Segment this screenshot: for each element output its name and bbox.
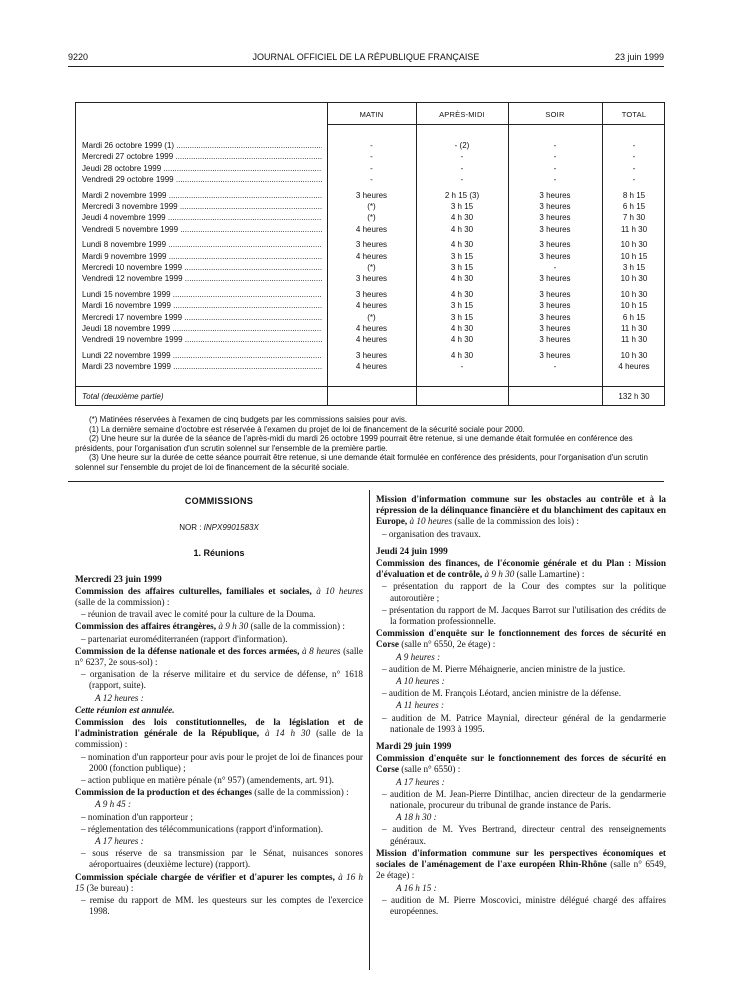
time-slot: A 12 heures : — [95, 692, 144, 703]
row-date: Vendredi 29 octobre 1999 ..... — [82, 175, 322, 184]
row-date: Mercredi 17 novembre 1999 ..... — [82, 313, 322, 322]
table-cell: 4 h 30 — [450, 274, 474, 284]
agenda-item: – présentation du rapport de M. Jacques Barrot sur l'utilisation des crédits de la formation professionnelle. — [382, 604, 666, 627]
table-row — [76, 290, 666, 301]
meeting-entry: Mission d'information commune sur les perspectives économiques et sociales de l'aménagement de l'axe européen Rhin-Rhône (salle n° 6549, 2e étage) : — [376, 847, 666, 881]
page-header — [68, 52, 664, 66]
table-cell: (*) — [367, 312, 376, 322]
table-row — [76, 213, 666, 224]
agenda-item: – réglementation des télécommunications (rapport d'information). — [81, 823, 323, 834]
table-cell: 3 heures — [539, 350, 571, 360]
table-row — [76, 202, 666, 213]
table-cell: - — [370, 152, 373, 162]
table-row — [76, 152, 666, 163]
time-slot: A 9 h 45 : — [95, 799, 132, 810]
meeting-entry: Commission de la défense nationale et des forces armées, à 8 heures (salle n° 6237, 2e sous-sol) : — [75, 645, 364, 668]
meeting-entry: Mission d'information commune sur les obstacles au contrôle et à la répression de la délinquance financière et du blanchiment des capitaux en Europe, à 10 heures (salle de la commission des lois) : — [376, 494, 666, 527]
table-cell: - — [553, 362, 557, 372]
table-cell: 3 heures — [539, 289, 571, 299]
day-heading: Mardi 29 juin 1999 — [376, 741, 452, 752]
table-cell: 3 h 15 — [622, 263, 646, 272]
table-cell: 6 h 15 — [622, 202, 646, 211]
table-cell: - — [370, 141, 373, 150]
right-column — [376, 494, 666, 918]
table-cell: 11 h 30 — [620, 335, 648, 345]
day-heading: Jeudi 24 juin 1999 — [376, 545, 448, 556]
time-slot: A 17 heures : — [95, 836, 144, 847]
row-date: Vendredi 19 novembre 1999 ..... — [82, 335, 322, 344]
col-header-apres-midi: APRÈS-MIDI — [439, 110, 485, 119]
meeting-entry: Commission des lois constitutionnelles, de la législation et de l'administration générale de la République, à 14 h 30 (salle de la commission) : — [75, 717, 364, 750]
table-row — [76, 175, 666, 186]
total-value: 132 h 30 — [618, 392, 650, 401]
agenda-item: – présentation du rapport de la Cour des comptes sur la politique autoroutière ; — [382, 581, 666, 603]
row-date: Jeudi 28 octobre 1999 ..... — [82, 164, 322, 173]
col-header-matin: MATIN — [359, 110, 384, 119]
table-cell: 3 heures — [539, 202, 571, 211]
table-cell: 3 heures — [539, 274, 571, 284]
table-cell: 3 heures — [539, 301, 571, 311]
table-total-rule — [76, 386, 664, 387]
table-cell: 4 heures — [355, 301, 388, 311]
table-cell: 3 heures — [355, 289, 388, 299]
table-cell: - — [632, 141, 636, 150]
table-cell: 4 h 30 — [450, 224, 474, 234]
agenda-item: – audition de M. François Léotard, ancien ministre de la défense. — [382, 688, 622, 699]
row-date: Jeudi 18 novembre 1999 ..... — [82, 324, 322, 333]
table-row — [76, 301, 666, 312]
table-cell: 10 h 15 — [620, 251, 648, 261]
table-cell: 6 h 15 — [622, 312, 646, 322]
agenda-item: – sous réserve de sa transmission par le Sénat, nuisances sonores aéroportuaires (deuxième lecture) (rapport). — [81, 848, 363, 870]
table-cell: 11 h 30 — [620, 324, 648, 333]
table-cell: 10 h 30 — [620, 240, 648, 250]
note: (2) Une heure sur la durée de la séance de l'après-midi du mardi 26 octobre 1999 pourrait être retenue, si une demande était formulée en conférence des présidents, pour l'organisation d'un scrutin solennel sur l'ensemble de la première partie. — [75, 434, 633, 453]
row-date: Mardi 9 novembre 1999 ..... — [82, 252, 322, 261]
table-cell: 4 heures — [618, 362, 650, 372]
table-row — [76, 362, 666, 373]
table-cell: 4 heures — [355, 362, 388, 372]
table-cell: 11 h 30 — [620, 224, 648, 234]
issue-date: 23 juin 1999 — [614, 52, 664, 62]
note: (1) La dernière semaine d'octobre est réservée à l'examen du projet de loi de financement de la sécurité sociale pour 2000. — [89, 424, 525, 434]
agenda-item: – action publique en matière pénale (n° 957) (amendements, art. 91). — [81, 775, 334, 786]
time-slot: A 18 h 30 : — [396, 812, 437, 823]
header-rule — [68, 66, 664, 67]
table-cell: - — [370, 163, 373, 173]
table-cell: - — [460, 362, 464, 372]
meeting-entry: Commission des affaires culturelles, familiales et sociales, à 10 heures (salle de la commission) : — [75, 585, 364, 608]
table-cell: 3 heures — [539, 240, 571, 250]
agenda-item: – remise du rapport de MM. les questeurs sur les comptes de l'exercice 1998. — [81, 895, 363, 917]
row-date: Mardi 16 novembre 1999 ..... — [82, 301, 322, 310]
table-cell: 3 h 15 — [450, 202, 474, 211]
row-date: Vendredi 5 novembre 1999 ..... — [82, 225, 322, 234]
meeting-entry: Commission d'enquête sur le fonctionnement des forces de sécurité en Corse (salle n° 6550, 2e étage) : — [376, 628, 666, 650]
table-notes — [75, 415, 667, 472]
total-label: Total (deuxième partie) — [82, 392, 164, 401]
agenda-item: – audition de M. Pierre Moscovici, ministre délégué chargé des affaires européennes. — [382, 894, 666, 916]
meeting-entry: Commission d'enquête sur le fonctionnement des forces de sécurité en Corse (salle n° 6550) : — [376, 753, 666, 775]
table-cell: 3 heures — [355, 190, 388, 200]
meeting-entry: Commission spéciale chargée de vérifier et d'apurer les comptes, à 16 h 15 (3e bureau) : — [75, 871, 364, 893]
time-slot: A 10 heures : — [396, 676, 445, 687]
col-header-soir: SOIR — [545, 110, 565, 119]
table-cell: 8 h 15 — [622, 190, 646, 200]
table-cell: (*) — [367, 263, 376, 272]
table-cell: 3 h 15 — [450, 301, 474, 311]
table-header-rule — [327, 124, 664, 125]
row-date: Mardi 26 octobre 1999 (1) ..... — [82, 141, 322, 150]
table-row — [76, 351, 666, 362]
table-cell: 3 heures — [539, 190, 571, 200]
agenda-item: – réunion de travail avec le comité pour la culture de la Douma. — [81, 609, 316, 620]
subsection-title: 1. Réunions — [193, 548, 245, 559]
table-cell: 3 heures — [355, 274, 388, 284]
table-cell: - — [632, 175, 636, 185]
cancellation-notice: Cette réunion est annulée. — [75, 704, 175, 715]
table-cell: 4 heures — [355, 224, 388, 234]
page-number: 9220 — [68, 52, 89, 62]
table-cell: - — [553, 163, 557, 173]
time-slot: A 17 heures : — [396, 776, 445, 787]
row-date: Lundi 8 novembre 1999 ..... — [82, 240, 322, 249]
table-cell: 3 heures — [539, 251, 571, 261]
row-date: Jeudi 4 novembre 1999 ..... — [82, 213, 322, 222]
table-row — [76, 274, 666, 285]
table-cell: 4 h 30 — [450, 350, 474, 360]
row-date: Mardi 2 novembre 1999 ..... — [82, 191, 322, 200]
table-cell: 2 h 15 (3) — [444, 190, 480, 200]
col-header-total: TOTAL — [621, 110, 647, 119]
time-slot: A 9 heures : — [396, 651, 441, 662]
table-cell: 4 heures — [355, 251, 388, 261]
table-cell: 4 h 30 — [450, 240, 474, 250]
table-cell: - (2) — [454, 141, 470, 150]
table-cell: 4 h 30 — [450, 289, 474, 299]
table-cell: - — [460, 152, 464, 162]
table-row — [76, 141, 666, 152]
agenda-item: – partenariat euroméditerranéen (rapport d'information). — [81, 633, 288, 644]
journal-title: JOURNAL OFFICIEL DE LA RÉPUBLIQUE FRANÇAISE — [252, 52, 480, 62]
table-cell: 3 h 15 — [450, 251, 474, 261]
meeting-entry: Commission des finances, de l'économie générale et du Plan : Mission d'évaluation et de contrôle, à 9 h 30 (salle Lamartine) : — [376, 558, 666, 580]
day-heading: Mercredi 23 juin 1999 — [75, 573, 162, 584]
section-rule — [68, 481, 664, 482]
time-slot: A 16 h 15 : — [396, 882, 437, 893]
table-row — [76, 240, 666, 251]
section-title: COMMISSIONS — [184, 496, 254, 506]
table-row — [76, 225, 666, 236]
agenda-item: – organisation des travaux. — [382, 528, 481, 539]
agenda-item: – nomination d'un rapporteur pour avis pour le projet de loi de finances pour 2000 (fonction publique) ; — [81, 751, 363, 773]
agenda-item: – audition de M. Jean-Pierre Dintilhac, ancien directeur de la gendarmerie nationale, procureur du tribunal de grande instance de Paris. — [382, 788, 666, 811]
time-slot: A 11 heures : — [396, 700, 445, 711]
table-cell: - — [632, 163, 636, 173]
table-cell: - — [553, 175, 557, 185]
agenda-item: – organisation de la réserve militaire et du service de défense, n° 1618 (rapport, suite). — [81, 669, 363, 691]
table-cell: 3 heures — [539, 312, 571, 322]
table-cell: 10 h 15 — [620, 301, 648, 311]
agenda-item: – audition de M. Patrice Maynial, directeur général de la gendarmerie nationale de 1993 à 1995. — [382, 712, 666, 734]
table-cell: 7 h 30 — [622, 213, 646, 223]
agenda-item: – nomination d'un rapporteur ; — [81, 811, 193, 822]
nor-reference: NOR : INPX9901583X — [179, 523, 259, 533]
meeting-entry: Commission de la production et des échanges (salle de la commission) : — [75, 787, 349, 798]
row-date: Mercredi 27 octobre 1999 ..... — [82, 152, 322, 161]
left-column — [75, 494, 363, 919]
table-cell: 3 heures — [539, 335, 571, 345]
agenda-item: – audition de M. Yves Bertrand, directeur central des renseignements généraux. — [382, 824, 666, 846]
table-cell: - — [553, 263, 557, 272]
table-cell: - — [460, 175, 464, 185]
table-cell: 3 h 15 — [450, 312, 474, 322]
table-cell: (*) — [367, 202, 376, 211]
table-cell: - — [553, 152, 557, 162]
note: (*) Matinées réservées à l'examen de cinq budgets par les commissions saisies pour avis. — [89, 415, 408, 424]
table-cell: 3 h 15 — [450, 263, 474, 272]
table-row — [76, 191, 666, 202]
row-date: Lundi 15 novembre 1999 ..... — [82, 290, 322, 299]
table-cell: 4 heures — [355, 335, 388, 345]
table-row — [76, 313, 666, 324]
row-date: Vendredi 12 novembre 1999 ..... — [82, 274, 322, 283]
row-date: Mardi 23 novembre 1999 ..... — [82, 362, 322, 371]
column-divider — [369, 490, 370, 970]
table-row — [76, 324, 666, 335]
table-cell: (*) — [367, 213, 376, 223]
table-cell: - — [553, 141, 557, 150]
table-cell: 3 heures — [539, 213, 571, 223]
table-row — [76, 164, 666, 175]
table-cell: 4 h 30 — [450, 324, 474, 333]
table-cell: - — [370, 175, 373, 185]
table-cell: 3 heures — [355, 240, 388, 250]
table-cell: 4 h 30 — [450, 213, 474, 223]
table-cell: 10 h 30 — [620, 350, 648, 360]
note: (3) Une heure sur la durée de cette séance pourrait être retenue, si une demande était formulée en conférence des présidents, pour l'organisation d'un scrutin solennel sur l'ensemble du projet de loi de financement de la sécurité sociale. — [75, 453, 648, 472]
agenda-item: – audition de M. Pierre Méhaignerie, ancien ministre de la justice. — [382, 663, 626, 674]
table-cell: 10 h 30 — [620, 289, 648, 299]
schedule-table — [75, 102, 665, 406]
table-cell: 3 heures — [539, 324, 571, 333]
table-cell: - — [460, 163, 464, 173]
table-row — [76, 335, 666, 346]
table-cell: 3 heures — [539, 224, 571, 234]
meeting-entry: Commission des affaires étrangères, à 9 h 30 (salle de la commission) : — [75, 621, 345, 632]
table-row — [76, 263, 666, 274]
table-cell: 4 h 30 — [450, 335, 474, 345]
table-row — [76, 252, 666, 263]
table-cell: 10 h 30 — [620, 274, 648, 284]
row-date: Mercredi 3 novembre 1999 ..... — [82, 202, 322, 211]
row-date: Mercredi 10 novembre 1999 ..... — [82, 263, 322, 272]
table-cell: - — [632, 152, 636, 162]
table-cell: 3 heures — [355, 350, 388, 360]
row-date: Lundi 22 novembre 1999 ..... — [82, 351, 322, 360]
table-cell: 4 heures — [355, 324, 388, 333]
